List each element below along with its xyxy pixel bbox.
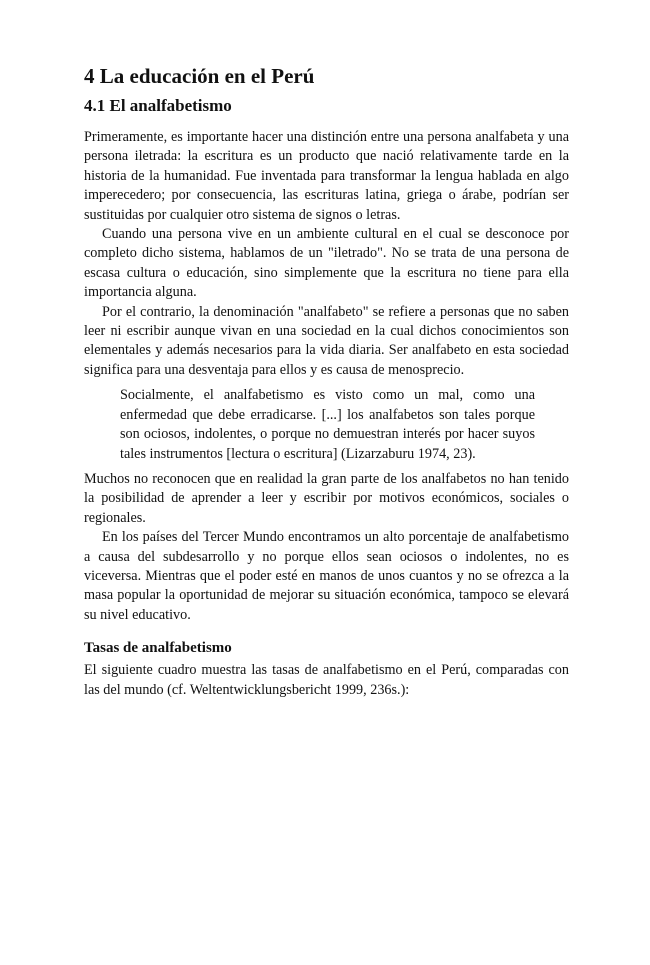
block-quote <box>120 386 535 464</box>
paragraph-tercer-mundo: En los países del Tercer Mundo encontramos un alto porcentaje de analfabetismo a causa del subdesarrollo y no porque ellos sean ociosos o indolentes, no es viceversa. Mientras que el poder esté en manos de unos cuantos y no se ofrezca a la masa popular la oportunidad de mejorar su situación económica, tampoco se elevará su nivel educativo. <box>84 529 569 623</box>
paragraph-tasas: El siguiente cuadro muestra las tasas de analfabetismo en el Perú, comparadas con las del mundo (cf. Weltentwicklungsbericht 1999, 236s.): <box>84 662 569 698</box>
quote-text: Socialmente, el analfabetismo es visto como un mal, como una enfermedad que debe erradicarse. [...] los analfabetos son tales porque son ociosos, indolentes, o porque no demuestran interés por hacer suyos tales instrumentos [lectura o escritura] (Lizarzaburu 1974, 23). <box>120 387 535 462</box>
section-heading: 4.1 El analfabetismo <box>84 96 232 115</box>
paragraph-analfabeto: Por el contrario, la denominación "analfabeto" se refiere a personas que no saben leer ni escribir aunque vivan en una sociedad en la cual dichos conocimientos son elementales y además necesarios para la vida diaria. Ser analfabeto en esta sociedad significa para una desventaja para ellos y es causa de menosprecio. <box>84 303 569 378</box>
subsection-heading: Tasas de analfabetismo <box>84 640 232 657</box>
paragraph-distinction: Primeramente, es importante hacer una distinción entre una persona analfabeta y una persona iletrada: la escritura es un producto que nació relativamente tarde en la historia de la humanidad. Fue inventada para transformar la lengua hablada en algo imperecedero; por consecuencia, las escrituras latina, griega o árabe, podrían ser sustituidas por cualquier otro sistema de signos o letras. <box>84 129 569 223</box>
paragraph-reasons: Muchos no reconocen que en realidad la gran parte de los analfabetos no han tenido la posibilidad de aprender a leer y escribir por motivos económicos, sociales o regionales. <box>84 470 569 526</box>
page-content <box>84 62 569 700</box>
chapter-heading: 4 La educación en el Perú <box>84 64 315 88</box>
paragraph-iletrado: Cuando una persona vive en un ambiente cultural en el cual se desconoce por completo dicho sistema, hablamos de un "iletrado". No se trata de una persona de escasa cultura o educación, sino simplemente que la escritura no tiene para ella importancia alguna. <box>84 226 569 301</box>
